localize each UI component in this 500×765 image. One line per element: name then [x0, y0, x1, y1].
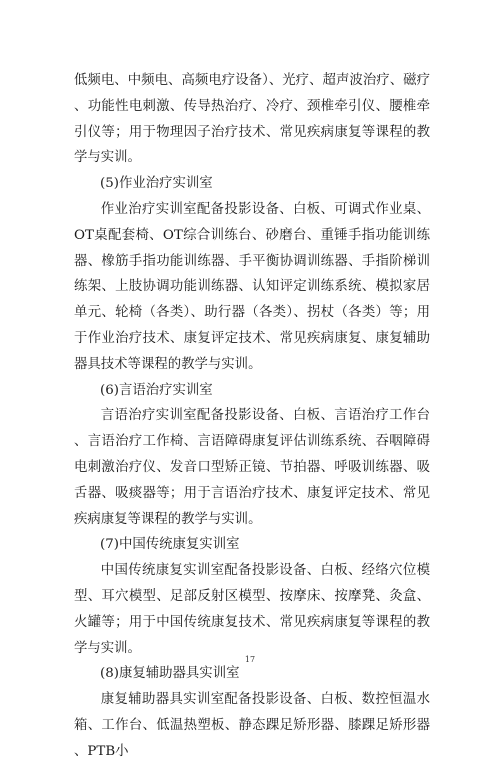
section-heading-assistive-devices-lab: (8)康复辅助器具实训室 [100, 666, 240, 682]
page-number: 17 [244, 655, 256, 664]
section-heading-speech-therapy-lab: (6)言语治疗实训室 [100, 382, 213, 398]
paragraph-traditional-rehab-lab: 中国传统康复实训室配备投影设备、白板、经络穴位模型、耳穴模型、足部反射区模型、按摩床、按摩凳、灸盒、火罐等；用于中国传统康复技术、常见疾病康复等课程的教学与实训。 [74, 563, 430, 656]
paragraph-assistive-devices-lab: 康复辅助器具实训室配备投影设备、白板、数控恒温水箱、工作台、低温热塑板、静态踝足矫形器、膝踝足矫形器、PTB小 [74, 692, 430, 759]
section-heading-traditional-rehab-lab: (7)中国传统康复实训室 [100, 537, 240, 553]
section-heading-occupational-therapy-lab: (5)作业治疗实训室 [100, 176, 213, 192]
paragraph-speech-therapy-lab: 言语治疗实训室配备投影设备、白板、言语治疗工作台、言语治疗工作椅、言语障碍康复评估训练系统、吞咽障碍电刺激治疗仪、发音口型矫正镜、节拍器、呼吸训练器、吸舌器、吸痰器等；用于言语治疗技术、康复评定技术、常见疾病康复等课程的教学与实训。 [74, 408, 430, 527]
paragraph-occupational-therapy-lab: 作业治疗实训室配备投影设备、白板、可调式作业桌、OT桌配套椅、OT综合训练台、砂磨台、重锤手指功能训练器、橡筋手指功能训练器、手平衡协调训练器、手指阶梯训练架、上肢协调功能训练器、认知评定训练系统、模拟家居单元、轮椅（各类）、助行器（各类）、拐杖（各类）等；用于作业治疗技术、康复评定技术、常见疾病康复、康复辅助器具技术等课程的教学与实训。 [74, 201, 430, 372]
paragraph-physical-therapy-equipment: 低频电、中频电、高频电疗设备）、光疗、超声波治疗、磁疗、功能性电刺激、传导热治疗、冷疗、颈椎牵引仪、腰椎牵引仪等；用于物理因子治疗技术、常见疾病康复等课程的教学与实训。 [74, 73, 430, 166]
